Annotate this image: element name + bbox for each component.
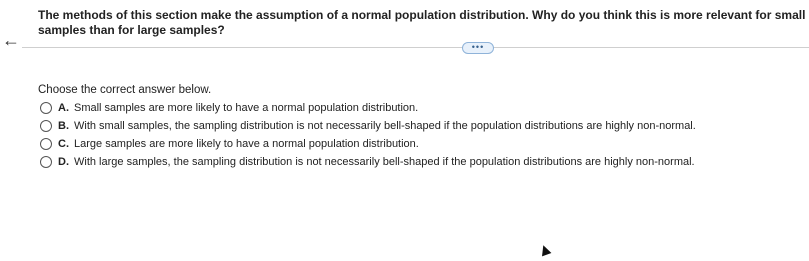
option-b-letter: B.	[58, 120, 69, 132]
radio-d[interactable]	[40, 156, 52, 168]
radio-b[interactable]	[40, 120, 52, 132]
radio-c[interactable]	[40, 138, 52, 150]
option-d-letter: D.	[58, 156, 69, 168]
option-b[interactable]	[40, 117, 696, 135]
option-c[interactable]	[40, 135, 696, 153]
option-b-text: With small samples, the sampling distribution is not necessarily bell-shaped if the population distributions are highly non-normal.	[74, 120, 696, 132]
left-rail-accent	[0, 64, 22, 261]
section-divider	[22, 47, 809, 48]
option-d[interactable]	[40, 153, 696, 171]
option-d-text: With large samples, the sampling distribution is not necessarily bell-shaped if the population distributions are highly non-normal.	[74, 156, 695, 168]
option-c-text: Large samples are more likely to have a normal population distribution.	[74, 138, 419, 150]
option-a-text: Small samples are more likely to have a normal population distribution.	[74, 102, 419, 114]
option-c-letter: C.	[58, 138, 69, 150]
question-text: The methods of this section make the assumption of a normal population distribution. Why do you think this is more relevant for small samples than for large samples?	[38, 8, 806, 37]
radio-a[interactable]	[40, 102, 52, 114]
option-a-letter: A.	[58, 102, 69, 114]
left-arrow-icon[interactable]: ←	[2, 30, 20, 50]
instruction-text: Choose the correct answer below.	[38, 84, 212, 96]
option-a[interactable]	[40, 99, 696, 117]
answer-options	[40, 99, 696, 171]
more-button[interactable]: •••	[462, 42, 494, 54]
mouse-cursor-icon	[539, 244, 552, 257]
